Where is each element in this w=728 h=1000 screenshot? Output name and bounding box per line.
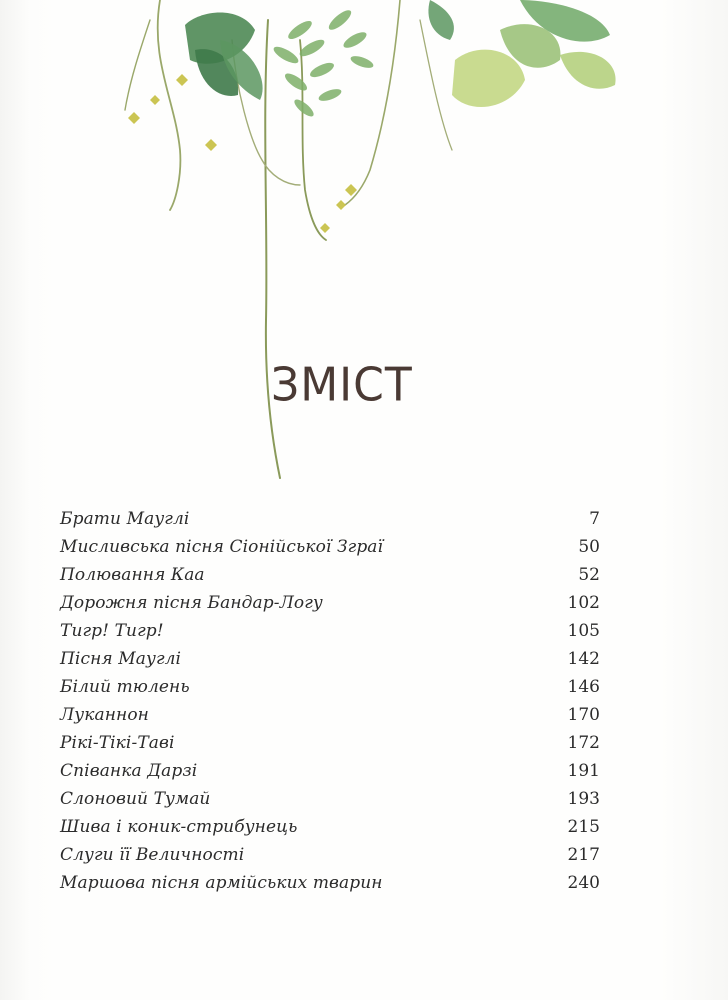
vine-icon: [125, 20, 150, 110]
toc-entry-title: Брати Мауглі: [60, 509, 190, 529]
toc-row[interactable]: [60, 645, 600, 673]
toc-entry-title: Мисливська пісня Сіонійської Зграї: [60, 537, 384, 557]
toc-entry-title: Пісня Мауглі: [60, 649, 182, 669]
toc-entry-title: Маршова пісня армійських тварин: [60, 873, 383, 893]
toc-entry-page: 142: [567, 649, 600, 669]
toc-entry-title: Тигр! Тигр!: [60, 621, 164, 641]
toc-row[interactable]: [60, 701, 600, 729]
toc-entry-title: Співанка Дарзі: [60, 761, 198, 781]
vine-icon: [158, 0, 181, 210]
toc-row[interactable]: [60, 841, 600, 869]
vine-icon: [345, 0, 400, 205]
table-of-contents: [60, 505, 600, 897]
toc-entry-page: 217: [567, 845, 600, 865]
toc-entry-page: 102: [567, 593, 600, 613]
toc-row[interactable]: [60, 617, 600, 645]
toc-row[interactable]: [60, 561, 600, 589]
toc-entry-title: Шива і коник-стрибунець: [60, 817, 298, 837]
toc-row[interactable]: [60, 813, 600, 841]
toc-entry-title: Рікі-Тікі-Таві: [60, 733, 175, 753]
toc-entry-title: Білий тюлень: [60, 677, 190, 697]
toc-entry-title: Дорожня пісня Бандар-Логу: [60, 593, 323, 613]
toc-entry-page: 50: [578, 537, 600, 557]
toc-entry-page: 240: [567, 873, 600, 893]
toc-entry-page: 215: [567, 817, 600, 837]
toc-row[interactable]: [60, 729, 600, 757]
broad-leaf-cluster-icon: [428, 0, 615, 107]
fern-leaf-icon: [271, 7, 374, 119]
toc-entry-page: 172: [567, 733, 600, 753]
toc-entry-page: 170: [567, 705, 600, 725]
page-title: ЗМІСТ: [271, 358, 413, 413]
toc-row[interactable]: [60, 785, 600, 813]
toc-entry-page: 193: [567, 789, 600, 809]
toc-entry-title: Слоновий Тумай: [60, 789, 211, 809]
toc-entry-page: 191: [567, 761, 600, 781]
toc-entry-page: 105: [567, 621, 600, 641]
toc-entry-page: 7: [589, 509, 600, 529]
toc-row[interactable]: [60, 505, 600, 533]
toc-entry-page: 52: [578, 565, 600, 585]
toc-row[interactable]: [60, 589, 600, 617]
dark-leaf-cluster-icon: [185, 13, 263, 101]
toc-row[interactable]: [60, 757, 600, 785]
toc-entry-page: 146: [567, 677, 600, 697]
toc-row[interactable]: [60, 869, 600, 897]
toc-entry-title: Слуги її Величності: [60, 845, 245, 865]
toc-row[interactable]: [60, 673, 600, 701]
toc-entry-title: Луканнон: [60, 705, 149, 725]
toc-row[interactable]: [60, 533, 600, 561]
toc-entry-title: Полювання Каа: [60, 565, 205, 585]
vine-icon: [420, 20, 452, 150]
